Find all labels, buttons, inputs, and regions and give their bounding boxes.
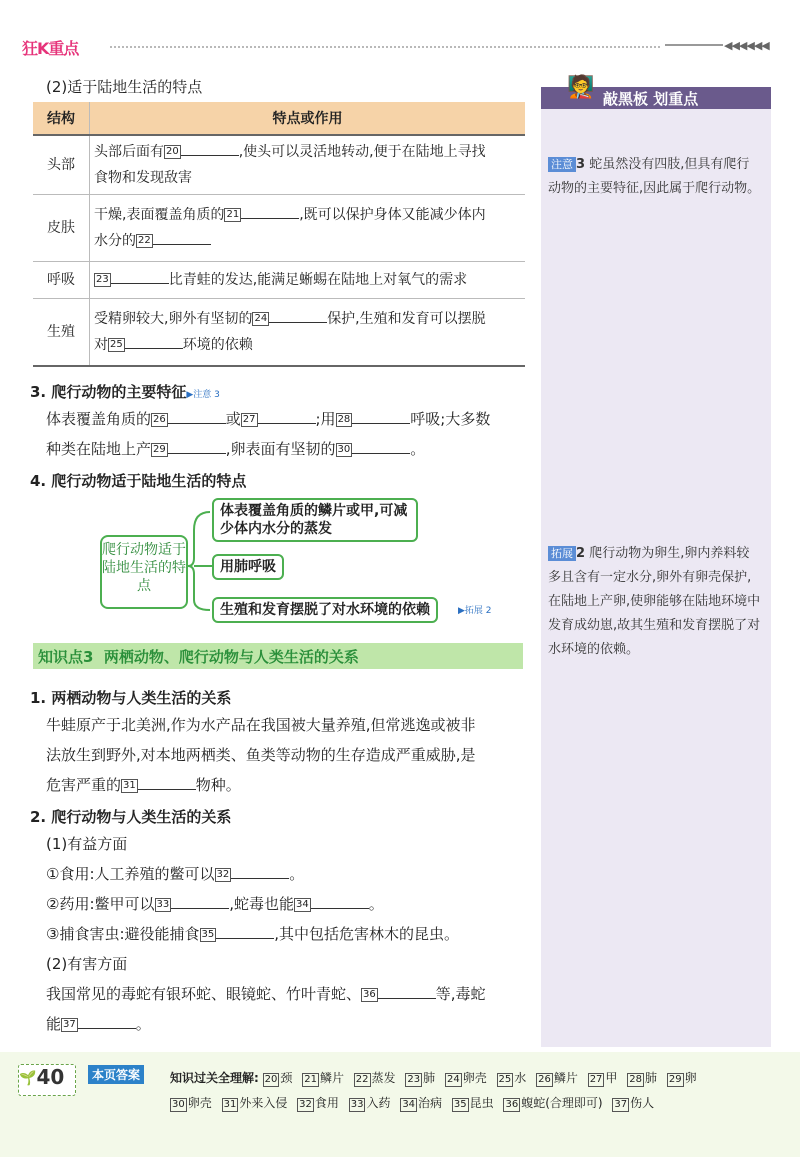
header-arrows-icon: ◀◀◀◀◀◀ bbox=[724, 39, 769, 52]
answer-item: 20 颈 bbox=[264, 1071, 293, 1085]
table-header-structure: 结构 bbox=[33, 102, 90, 135]
note-tag: 注意 bbox=[548, 157, 576, 172]
answer-item: 25 水 bbox=[498, 1071, 527, 1085]
answer-tag: 本页答案 bbox=[88, 1065, 144, 1084]
sidebar-extension: 拓展 2 爬行动物为卵生,卵内养料较多且含有一定水分,卵外有卵壳保护,在陆地上产卵,使卵能够在陆地环境中发育成幼崽,故其生殖和发育摆脱了对水环境的依赖。 bbox=[548, 546, 761, 657]
mindmap-node-lung: 用肺呼吸 bbox=[212, 554, 284, 580]
answer-item: 32 食用 bbox=[299, 1096, 339, 1110]
section-heading: 2. 爬行动物与人类生活的关系 bbox=[30, 808, 232, 826]
knowledge-point-title: 知识点3 两栖动物、爬行动物与人类生活的关系 bbox=[38, 648, 359, 666]
row-content: 头部后面有 20 ,使头可以灵活地转动,便于在陆地上寻找 食物和发现敌害 bbox=[90, 135, 526, 195]
row-content: 干燥,表面覆盖角质的 21 ,既可以保护身体又能减少体内 水分的 22 bbox=[90, 195, 526, 262]
note-reference: ▶注意 3 bbox=[186, 390, 220, 400]
p1-text: 牛蛙原产于北美洲,作为水产品在我国被大量养殖,但常逃逸或被非 法放生到野外,对本地两栖类、鱼类等动物的生存造成严重威胁,是 危害严重的 31 物种。 bbox=[46, 716, 476, 794]
section-heading: 4. 爬行动物适于陆地生活的特点 bbox=[30, 472, 247, 490]
answer-item: 33 入药 bbox=[350, 1096, 391, 1110]
teacher-icon: 🧑‍🏫 bbox=[567, 75, 595, 100]
answer-item: 34 治病 bbox=[402, 1096, 443, 1110]
extension-tag: 拓展 bbox=[548, 546, 576, 561]
feature-table bbox=[33, 102, 525, 367]
page-number: 🌱40 bbox=[18, 1064, 76, 1096]
answer-item: 37 伤人 bbox=[614, 1096, 655, 1110]
answer-item: 22 蒸发 bbox=[355, 1071, 396, 1085]
answer-item: 24 卵壳 bbox=[446, 1071, 487, 1085]
answer-item: 31 外来入侵 bbox=[223, 1096, 288, 1110]
answer-list: 知识过关全理解: 20 颈 21 鳞片 22 蒸发 23 肺 24 卵壳 25 水 26 鳞片 27 甲 28 肺 29 卵 30 卵壳 31 外来入侵 32 食用 33 入药 34 治病 35 昆虫 36 蝮蛇(合理即可) 37 伤人 bbox=[170, 1071, 697, 1110]
table-row bbox=[33, 299, 525, 367]
answer-item: 36 蝮蛇(合理即可) bbox=[505, 1096, 603, 1110]
book-logo: 狂K重点 bbox=[22, 39, 79, 58]
row-label: 生殖 bbox=[33, 299, 90, 367]
row-label: 呼吸 bbox=[33, 262, 90, 299]
answer-item: 29 卵 bbox=[668, 1071, 697, 1085]
row-content: 受精卵较大,卵外有坚韧的 24 保护,生殖和发育可以摆脱 对 25 环境的依赖 bbox=[90, 299, 526, 367]
answer-item: 26 鳞片 bbox=[538, 1071, 578, 1085]
table-row bbox=[33, 195, 525, 262]
answer-item: 21 鳞片 bbox=[304, 1071, 344, 1085]
answer-item: 23 肺 bbox=[407, 1071, 436, 1085]
table-row bbox=[33, 262, 525, 299]
table-header-feature: 特点或作用 bbox=[90, 102, 526, 135]
extension-reference: ▶拓展 2 bbox=[458, 606, 492, 616]
table-row bbox=[33, 135, 525, 195]
section-heading: 1. 两栖动物与人类生活的关系 bbox=[30, 689, 232, 707]
mindmap-node-skin: 体表覆盖角质的鳞片或甲,可减少体内水分的蒸发 bbox=[212, 498, 418, 542]
section3-text: 体表覆盖角质的 26 或 27 ;用 28 呼吸;大多数 种类在陆地上产 29 ,卵表面有坚韧的 30 。 bbox=[46, 404, 526, 464]
section-heading: 3. 爬行动物的主要特征▶注意 3 bbox=[30, 383, 220, 401]
row-label: 皮肤 bbox=[33, 195, 90, 262]
sprout-icon: 🌱 bbox=[19, 1070, 37, 1087]
header-dotted-rule bbox=[110, 46, 660, 48]
table-header-row bbox=[33, 102, 525, 135]
mindmap-root: 爬行动物适于陆地生活的特点 bbox=[100, 535, 188, 609]
answer-item: 35 昆虫 bbox=[453, 1096, 494, 1110]
answer-item: 28 肺 bbox=[629, 1071, 658, 1085]
sidebar-header: 🧑‍🏫 敲黑板 划重点 bbox=[541, 87, 771, 109]
sidebar-note: 注意 3 蛇虽然没有四肢,但具有爬行动物的主要特征,因此属于爬行动物。 bbox=[548, 157, 761, 196]
row-label: 头部 bbox=[33, 135, 90, 195]
row-content: 23 比青蛙的发达,能满足蜥蜴在陆地上对氧气的需求 bbox=[90, 262, 526, 299]
answer-item: 27 甲 bbox=[589, 1071, 618, 1085]
p2-text: (1)有益方面 ①食用:人工养殖的鳖可以 32 。 ②药用:鳖甲可以 33 ,蛇毒也能 34 。 ③捕食害虫:避役能捕食 35 ,其中包括危害林木的昆虫。 (2)有害方面 我国常见的毒蛇有银环蛇、眼镜蛇、竹叶青蛇、 36 等,毒蛇 能 37 。 bbox=[46, 835, 486, 1033]
mindmap-node-reproduction: 生殖和发育摆脱了对水环境的依赖 bbox=[212, 597, 438, 623]
subsection-title: (2)适于陆地生活的特点 bbox=[46, 78, 203, 96]
header-rule bbox=[665, 44, 723, 46]
answer-item: 30 卵壳 bbox=[172, 1096, 212, 1110]
